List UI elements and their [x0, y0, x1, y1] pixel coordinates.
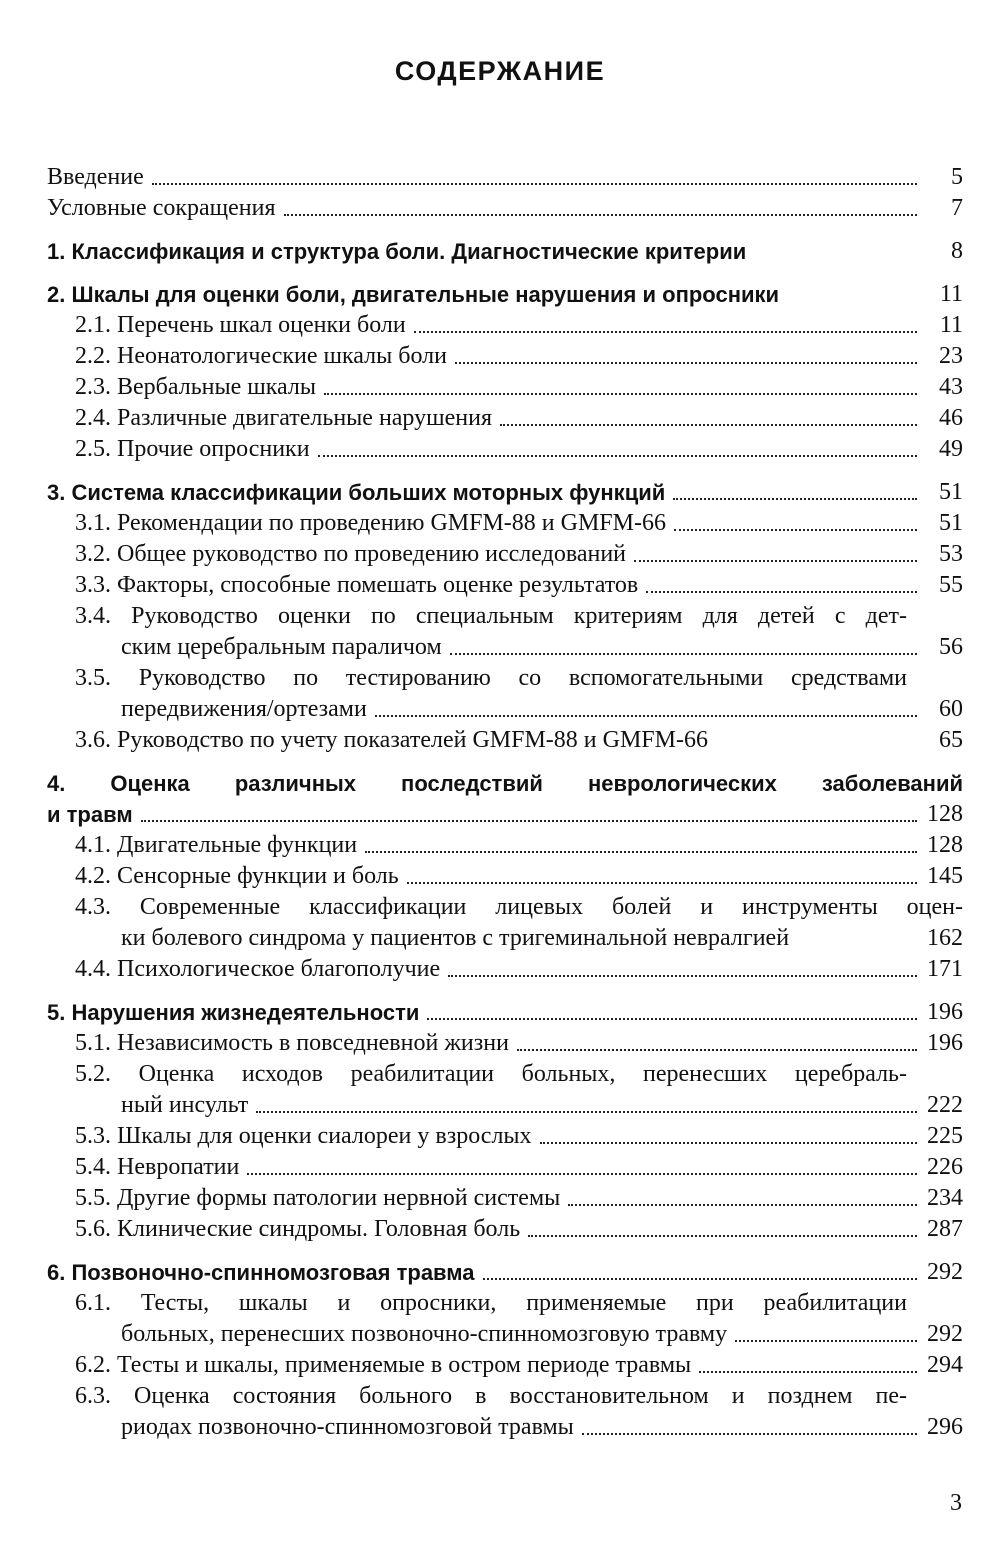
- toc-entry-text-line1: 5.2. Оценка исходов реабилитации больных, перенесших церебраль-: [75, 1061, 907, 1087]
- toc-entry-text: 5.4. Невропатии: [75, 1154, 240, 1180]
- toc-page-number: 11: [939, 312, 963, 338]
- toc-chapter-title-line1: 4. Оценка различных последствий неврологических заболеваний: [47, 771, 963, 796]
- toc-entry-5-5[interactable]: [47, 1183, 963, 1214]
- toc-page-number: 294: [927, 1352, 963, 1378]
- toc-chapter-5[interactable]: [47, 997, 963, 1028]
- toc-chapter-title: 5. Нарушения жизнедеятельности: [47, 1000, 420, 1025]
- toc-entry-text: 4.1. Двигательные функции: [75, 832, 358, 858]
- toc-page-number: 292: [927, 1321, 963, 1347]
- toc-page-number: 222: [927, 1092, 963, 1118]
- toc-page-number: 196: [927, 1030, 963, 1056]
- toc-entry-text-line2: передвижения/ортезами: [121, 696, 367, 722]
- dot-leader: [365, 851, 917, 853]
- toc-page-number: 5: [951, 164, 963, 190]
- toc-entry-text-line1: 3.5. Руководство по тестированию со вспомогательными средствами: [75, 665, 907, 691]
- toc-entry-text-line1: 6.3. Оценка состояния больного в восстановительном и позднем пе-: [75, 1383, 907, 1409]
- toc-entry-text: 4.2. Сенсорные функции и боль: [75, 863, 399, 889]
- toc-page-number: 51: [939, 510, 963, 536]
- toc-entry-text: 3.6. Руководство по учету показателей GMFM-88 и GMFM-66: [75, 727, 708, 753]
- toc-entry-abbreviations[interactable]: [47, 193, 963, 224]
- dot-leader: [699, 1371, 917, 1373]
- toc-entry-text-line2: ки болевого синдрома у пациентов с тригеминальной невралгией: [121, 925, 790, 951]
- toc-page-number: 226: [927, 1154, 963, 1180]
- toc-page-number: 65: [939, 727, 963, 753]
- toc-entry-3-4[interactable]: [47, 601, 963, 663]
- dot-leader: [414, 331, 917, 333]
- toc-entry-4-2[interactable]: [47, 861, 963, 892]
- toc-page-number: 53: [939, 541, 963, 567]
- toc-entry-2-5[interactable]: [47, 434, 963, 465]
- dot-leader: [540, 1142, 917, 1144]
- toc-chapter-4[interactable]: [47, 768, 963, 830]
- toc-entry-introduction[interactable]: [47, 162, 963, 193]
- toc-entry-text: 5.5. Другие формы патологии нервной системы: [75, 1185, 561, 1211]
- toc-chapter-6[interactable]: [47, 1257, 963, 1288]
- toc-entry-6-2[interactable]: [47, 1350, 963, 1381]
- toc-entry-text: Условные сокращения: [47, 195, 276, 221]
- dot-leader: [318, 455, 917, 457]
- dot-leader: [247, 1173, 917, 1175]
- toc-entry-text: 2.5. Прочие опросники: [75, 436, 310, 462]
- toc-page-number: 128: [927, 801, 963, 827]
- toc-chapter-title: 6. Позвоночно-спинномозговая травма: [47, 1260, 475, 1285]
- dot-leader: [528, 1235, 917, 1237]
- toc-page-number: 7: [951, 195, 963, 221]
- toc-page-number: 23: [939, 343, 963, 369]
- dot-leader: [141, 820, 917, 822]
- dot-leader: [483, 1278, 917, 1280]
- toc-page-number: 162: [927, 925, 963, 951]
- toc-entry-text-line2: больных, перенесших позвоночно-спинномозговую травму: [121, 1321, 728, 1347]
- toc-chapter-title-line2: и травм: [47, 802, 133, 827]
- toc-entry-5-1[interactable]: [47, 1028, 963, 1059]
- toc-entry-text: 3.1. Рекомендации по проведению GMFM-88 и GMFM-66: [75, 510, 666, 536]
- toc-page-number: 128: [927, 832, 963, 858]
- toc-entry-text: 6.2. Тесты и шкалы, применяемые в остром периоде травмы: [75, 1352, 692, 1378]
- dot-leader: [634, 560, 917, 562]
- toc-entry-4-4[interactable]: [47, 954, 963, 985]
- toc-page-number: 43: [939, 374, 963, 400]
- toc-page-number: 287: [927, 1216, 963, 1242]
- toc-chapter-title: 2. Шкалы для оценки боли, двигательные нарушения и опросники: [47, 282, 780, 307]
- dot-leader: [500, 424, 917, 426]
- toc-entry-3-2[interactable]: [47, 539, 963, 570]
- toc-entry-6-1[interactable]: [47, 1288, 963, 1350]
- toc-page-number: 145: [927, 863, 963, 889]
- toc-entry-2-2[interactable]: [47, 341, 963, 372]
- toc-entry-2-1[interactable]: [47, 310, 963, 341]
- toc-entry-2-3[interactable]: [47, 372, 963, 403]
- dot-leader: [375, 715, 917, 717]
- dot-leader: [517, 1049, 917, 1051]
- dot-leader: [152, 183, 917, 185]
- toc-entry-5-4[interactable]: [47, 1152, 963, 1183]
- toc-entry-3-5[interactable]: [47, 663, 963, 725]
- toc-entry-text: Введение: [47, 164, 144, 190]
- dot-leader: [324, 393, 917, 395]
- toc-entry-4-3[interactable]: [47, 892, 963, 954]
- dot-leader: [673, 498, 917, 500]
- toc-page-number: 60: [939, 696, 963, 722]
- toc-chapter-3[interactable]: [47, 477, 963, 508]
- toc-page-number: 171: [927, 956, 963, 982]
- toc-entry-text: 5.1. Независимость в повседневной жизни: [75, 1030, 509, 1056]
- toc-entry-text: 3.2. Общее руководство по проведению исследований: [75, 541, 627, 567]
- toc-chapter-title: 1. Классификация и структура боли. Диагностические критерии: [47, 239, 747, 264]
- toc-entry-text-line1: 4.3. Современные классификации лицевых болей и инструменты оцен-: [75, 894, 963, 920]
- toc-page-number: 196: [927, 999, 963, 1025]
- toc-page-number: 55: [939, 572, 963, 598]
- toc-page-number: 56: [939, 634, 963, 660]
- dot-leader: [448, 975, 917, 977]
- toc-entry-6-3[interactable]: [47, 1381, 963, 1443]
- dot-leader: [450, 653, 917, 655]
- toc-page-number: 296: [927, 1414, 963, 1440]
- toc-chapter-title: 3. Система классификации больших моторных функций: [47, 480, 666, 505]
- toc-entry-text: 4.4. Психологическое благополучие: [75, 956, 441, 982]
- dot-leader: [256, 1111, 917, 1113]
- toc-entry-3-3[interactable]: [47, 570, 963, 601]
- toc-chapter-1[interactable]: [47, 236, 963, 267]
- dot-leader: [427, 1018, 917, 1020]
- dot-leader: [455, 362, 917, 364]
- toc-entry-text-line1: 3.4. Руководство оценки по специальным критериям для детей с дет-: [75, 603, 907, 629]
- dot-leader: [674, 529, 917, 531]
- toc-entry-text: 5.6. Клинические синдромы. Головная боль: [75, 1216, 521, 1242]
- toc-page-number: 8: [951, 238, 963, 264]
- toc-entry-4-1[interactable]: [47, 830, 963, 861]
- toc-page-number: 46: [939, 405, 963, 431]
- toc-page-number: 234: [927, 1185, 963, 1211]
- toc-entry-2-4[interactable]: [47, 403, 963, 434]
- toc-entry-5-3[interactable]: [47, 1121, 963, 1152]
- dot-leader: [646, 591, 917, 593]
- toc-entry-text: 2.1. Перечень шкал оценки боли: [75, 312, 406, 338]
- toc-entry-text: 5.3. Шкалы для оценки сиалореи у взрослых: [75, 1123, 532, 1149]
- dot-leader: [568, 1204, 917, 1206]
- toc-page-number: 292: [927, 1259, 963, 1285]
- dot-leader: [582, 1433, 917, 1435]
- page-title: СОДЕРЖАНИЕ: [394, 56, 606, 86]
- toc-entry-text: 2.3. Вербальные шкалы: [75, 374, 317, 400]
- toc-page-number: 51: [939, 479, 963, 505]
- toc-entry-text-line2: ским церебральным параличом: [121, 634, 442, 660]
- table-of-contents: [47, 162, 963, 1443]
- toc-entry-5-6[interactable]: [47, 1214, 963, 1245]
- dot-leader: [407, 882, 917, 884]
- toc-entry-text: 3.3. Факторы, способные помешать оценке результатов: [75, 572, 639, 598]
- toc-page-number: 49: [939, 436, 963, 462]
- dot-leader: [284, 214, 917, 216]
- toc-entry-text: 2.4. Различные двигательные нарушения: [75, 405, 492, 431]
- toc-entry-text-line2: ный инсульт: [121, 1092, 249, 1118]
- toc-entry-text-line1: 6.1. Тесты, шкалы и опросники, применяемые при реабилитации: [75, 1290, 907, 1316]
- toc-entry-3-1[interactable]: [47, 508, 963, 539]
- dot-leader: [735, 1340, 917, 1342]
- toc-entry-3-6[interactable]: [47, 725, 963, 756]
- toc-entry-5-2[interactable]: [47, 1059, 963, 1121]
- toc-entry-text-line2: риодах позвоночно-спинномозговой травмы: [121, 1414, 574, 1440]
- toc-chapter-2[interactable]: [47, 279, 963, 310]
- toc-entry-text: 2.2. Неонатологические шкалы боли: [75, 343, 447, 369]
- toc-page-number: 11: [939, 281, 963, 307]
- page-number-footer: 3: [950, 1490, 962, 1516]
- toc-page-number: 225: [927, 1123, 963, 1149]
